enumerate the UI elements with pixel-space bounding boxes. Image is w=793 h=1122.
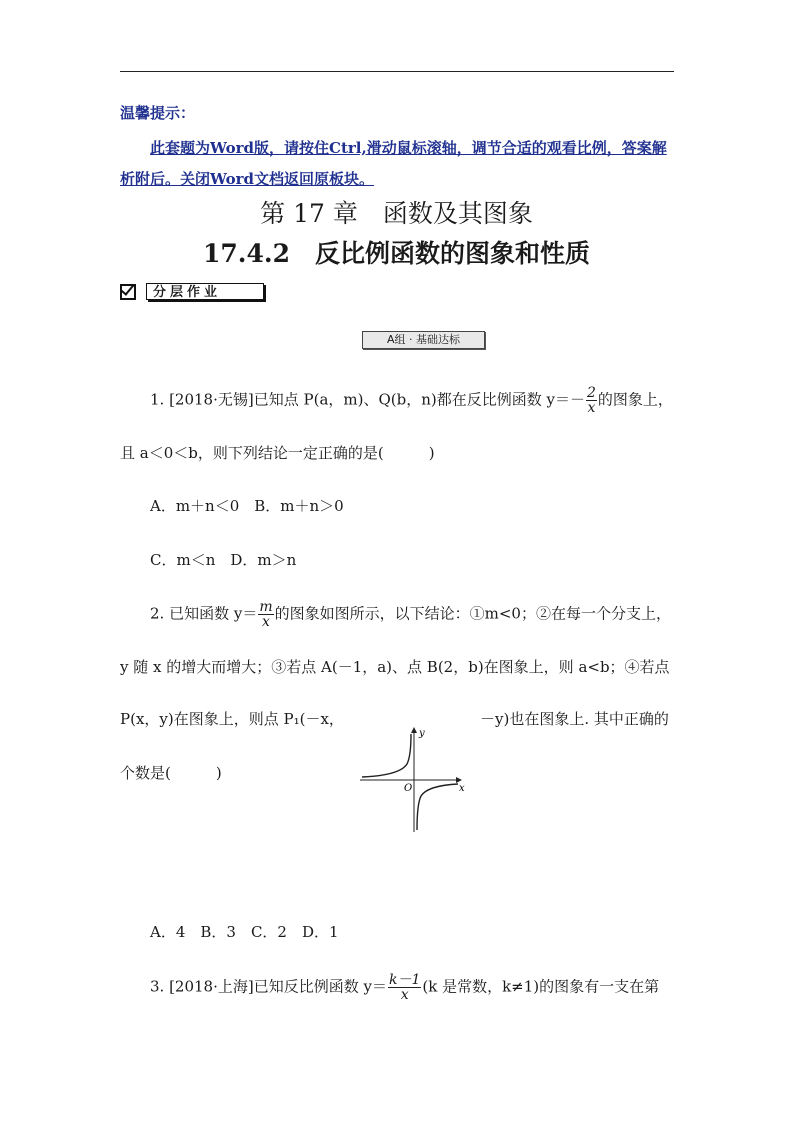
q3-text-b: (k 是常数，k≠1)的图象有一支在第 bbox=[422, 977, 660, 996]
q2-line2: y 随 x 的增大而增大；③若点 A(－1，a)、点 B(2，b)在图象上，则 a<b；④若点 bbox=[120, 658, 670, 676]
q1-frac-num: 2 bbox=[586, 385, 596, 401]
q3-line1 bbox=[150, 973, 659, 1002]
q2-fraction bbox=[258, 600, 273, 629]
q1-line2: 且 a＜0＜b，则下列结论一定正确的是( ) bbox=[120, 444, 435, 462]
section-title: 17.4.2 反比例函数的图象和性质 bbox=[203, 239, 590, 268]
q3-frac-den: x bbox=[400, 987, 409, 1003]
q1-options-cd: C．m＜n D．m＞n bbox=[150, 551, 297, 569]
q2-line1 bbox=[150, 600, 671, 629]
q1-text-b: 的图象上， bbox=[597, 390, 673, 409]
q1-options-ab: A．m＋n＜0 B．m＋n＞0 bbox=[150, 497, 344, 515]
origin-label: O bbox=[404, 783, 413, 794]
q1-frac-den: x bbox=[587, 400, 596, 416]
branch-left bbox=[362, 734, 411, 777]
hyperbola-graph bbox=[356, 724, 468, 834]
group-badge: A组 · 基础达标 bbox=[362, 331, 485, 349]
x-axis-label: x bbox=[459, 783, 465, 794]
notice-title: 温馨提示： bbox=[120, 104, 196, 122]
q1-fraction bbox=[586, 386, 597, 415]
q1-line1 bbox=[150, 386, 673, 415]
chapter-title: 第 17 章 函数及其图象 bbox=[260, 199, 533, 228]
q2-line3-b: －y)也在图象上. 其中正确的 bbox=[480, 710, 669, 728]
checkbox-icon bbox=[120, 284, 136, 300]
q2-options: A．4 B．3 C．2 D．1 bbox=[150, 923, 339, 941]
q3-frac-num: k－1 bbox=[388, 972, 421, 988]
branch-right bbox=[417, 784, 458, 830]
header-rule bbox=[120, 71, 674, 72]
q2-text-a: 2. 已知函数 y＝ bbox=[150, 604, 258, 623]
y-axis-arrow bbox=[411, 727, 417, 733]
section-box-label: 分层作业 bbox=[146, 283, 264, 300]
q2-frac-den: x bbox=[262, 614, 270, 630]
q2-line3-a: P(x，y)在图象上，则点 P₁(－x， bbox=[120, 710, 344, 728]
q2-line4: 个数是( ) bbox=[120, 764, 222, 782]
q2-text-b: 的图象如图所示，以下结论：①m<0；②在每一个分支上， bbox=[274, 604, 671, 623]
q2-frac-num: m bbox=[259, 599, 273, 615]
q3-text-a: 3. [2018·上海]已知反比例函数 y＝ bbox=[150, 977, 387, 996]
q3-fraction bbox=[388, 973, 421, 1002]
y-axis-label: y bbox=[419, 728, 425, 739]
q1-text-a: 1. [2018·无锡]已知点 P(a，m)、Q(b，n)都在反比例函数 y＝－ bbox=[150, 390, 585, 409]
notice-body[interactable]: 此套题为Word版，请按住Ctrl,滑动鼠标滚轴，调节合适的观看比例，答案解析附后。关闭Word文档返回原板块。 bbox=[120, 139, 667, 188]
